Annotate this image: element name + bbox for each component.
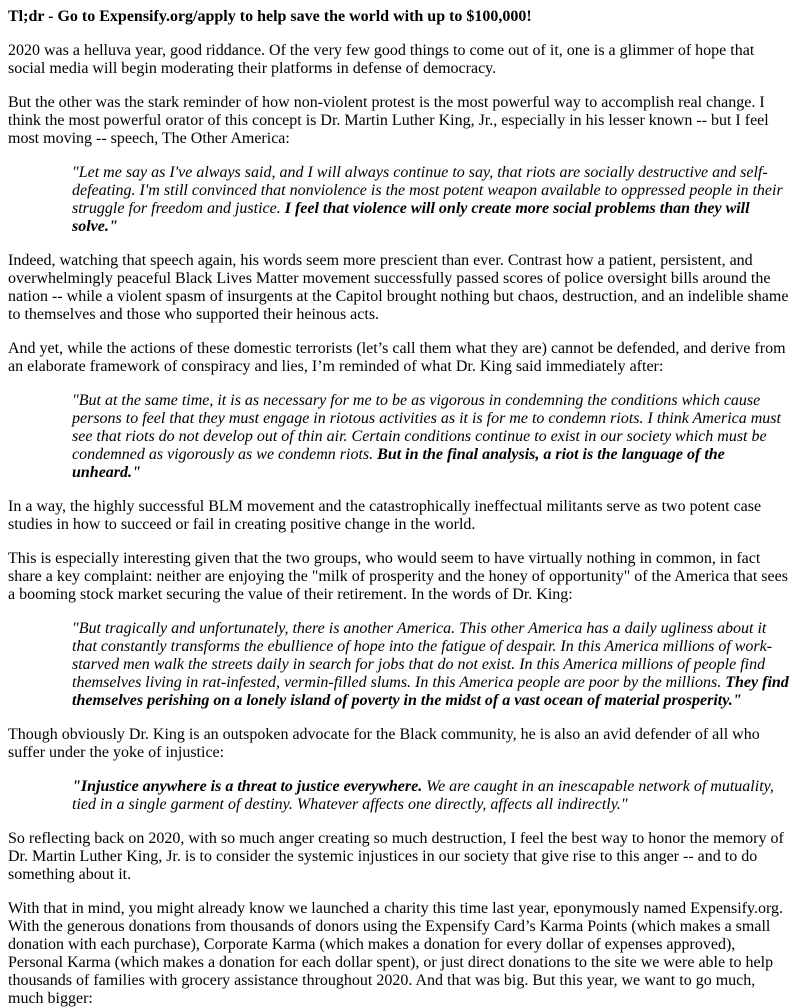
quote-emphasis: They find themselves perishing on a lonely island of poverty in the midst of a vast ocean of material prosperity." — [72, 674, 789, 709]
paragraph-nonviolent-protest: But the other was the stark reminder of how non-violent protest is the most powerful way to accomplish real change. I think the most powerful orator of this concept is Dr. Martin Luther King, Jr., especially in his lesser known -- but I feel most moving -- speech, The Other America: — [8, 94, 769, 147]
quote-text: "But tragically and unfortunately, there is another America. This other America has a daily ugliness about it that constantly transforms the ebullience of hope into the fatigue of despair. In this America millions of work-starved men walk the streets daily in search for jobs that do not exist. In this America millions of people find themselves living in rat-infested, vermin-filled slums. In this America people are poor by the millions. — [72, 620, 773, 691]
quote-emphasis: "Injustice anywhere is a threat to justice everywhere. — [72, 778, 423, 795]
quote-text: "Let me say as I've always said, and I will always continue to say, that riots are socially destructive and self-defeating. I'm still convinced that nonviolence is the most potent weapon available to oppressed people in their struggle for freedom and justice. — [72, 164, 783, 217]
paragraph-shared-complaint: This is especially interesting given that the two groups, who would seem to have virtually nothing in common, in fact share a key complaint: neither are enjoying the "milk of prosperity and the honey of opportunity" of the America that sees a booming stock market securing the value of their retirement. In the words of Dr. King: — [8, 550, 788, 603]
quote-language-of-unheard — [72, 392, 792, 482]
paragraph-prescient: Indeed, watching that speech again, his words seem more prescient than ever. Contrast how a patient, persistent, and overwhelmingly peaceful Black Lives Matter movement successfully passed scores of police oversight bills around the nation -- while a violent spasm of insurgents at the Capitol brought nothing but chaos, destruction, and an indelible shame to themselves and those who supported their heinous acts. — [8, 252, 789, 323]
quote-other-america — [72, 620, 792, 710]
tldr-headline: Tl;dr - Go to Expensify.org/apply to help save the world with up to $100,000! — [8, 8, 532, 25]
quote-injustice-anywhere — [72, 778, 792, 814]
paragraph-domestic-terrorists: And yet, while the actions of these domestic terrorists (let’s call them what they are) cannot be defended, and derive from an elaborate framework of conspiracy and lies, I’m reminded of what Dr. King said immediately after: — [8, 340, 786, 375]
paragraph-case-studies: In a way, the highly successful BLM movement and the catastrophically ineffectual militants serve as two potent case studies in how to succeed or fail in creating positive change in the world. — [8, 498, 762, 533]
quote-riots-self-defeating — [72, 164, 792, 236]
quote-text: We are caught in an inescapable network of mutuality, tied in a single garment of destiny. Whatever affects one directly, affects all indirectly." — [72, 778, 774, 813]
quote-emphasis: But in the final analysis, a riot is the language of the unheard." — [72, 446, 725, 481]
quote-emphasis: I feel that violence will only create more social problems than they will solve." — [72, 200, 750, 235]
paragraph-expensify-org: With that in mind, you might already know we launched a charity this time last year, eponymously named Expensify.org. With the generous donations from thousands of donors using the Expensify Card’s Karma Points (which makes a small donation with each purchase), Corporate Karma (which makes a donation for every dollar of expenses approved), Personal Karma (which makes a donation for each dollar spent), or just direct donations to the site we were able to help thousands of families with grocery assistance throughout 2020. And that was big. But this year, we want to go much, much bigger: — [8, 900, 783, 1007]
paragraph-intro: 2020 was a helluva year, good riddance. Of the very few good things to come out of it, one is a glimmer of hope that social media will begin moderating their platforms in defense of democracy. — [8, 42, 755, 77]
paragraph-advocate: Though obviously Dr. King is an outspoken advocate for the Black community, he is also an avid defender of all who suffer under the yoke of injustice: — [8, 726, 760, 761]
paragraph-reflecting: So reflecting back on 2020, with so much anger creating so much destruction, I feel the best way to honor the memory of Dr. Martin Luther King, Jr. is to consider the systemic injustices in our society that give rise to this anger -- and to do something about it. — [8, 830, 784, 883]
quote-text: "But at the same time, it is as necessary for me to be as vigorous in condemning the conditions which cause persons to feel that they must engage in riotous activities as it is for me to condemn riots. I think America must see that riots do not develop out of thin air. Certain conditions continue to exist in our society which must be condemned as vigorously as we condemn riots. — [72, 392, 781, 463]
